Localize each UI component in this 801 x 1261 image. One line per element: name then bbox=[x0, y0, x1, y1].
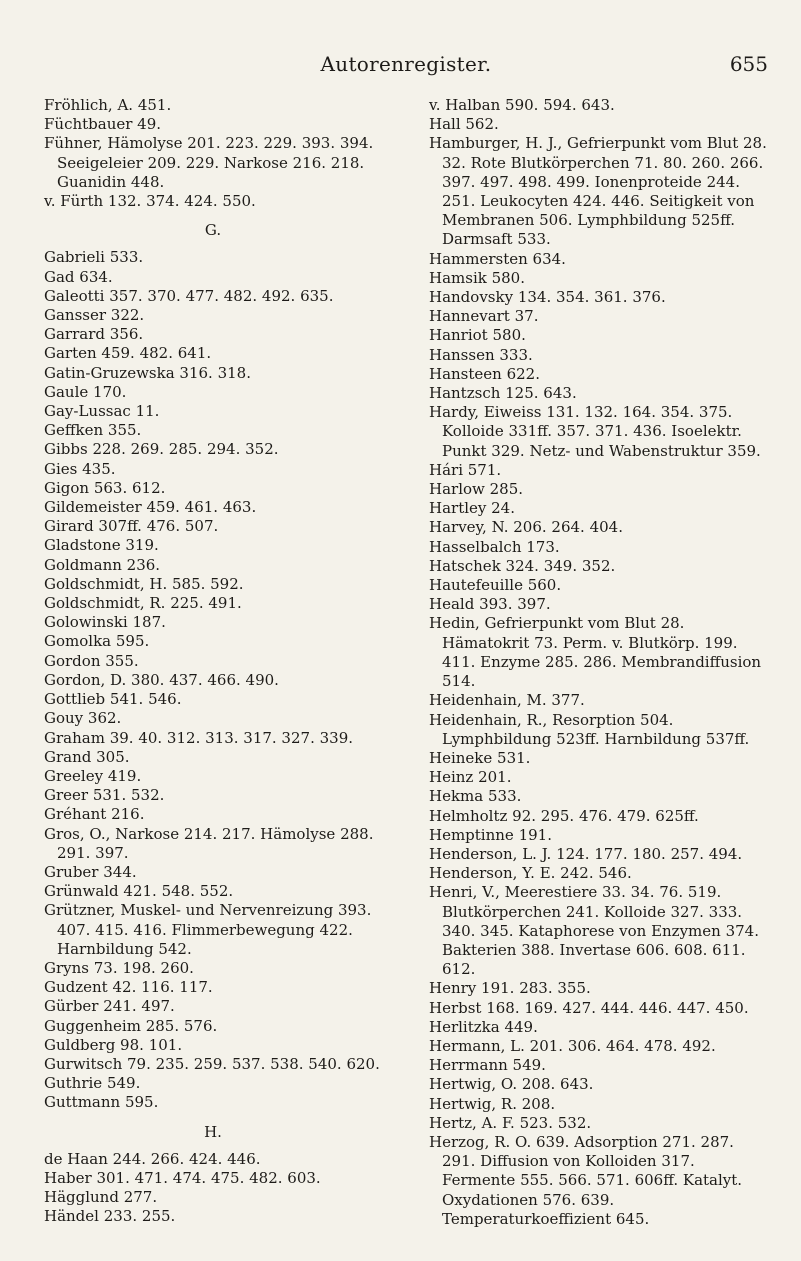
index-entry: Henry 191. 283. 355. bbox=[429, 979, 591, 998]
index-entry: Harvey, N. 206. 264. 404. bbox=[429, 518, 623, 537]
index-entry: Fröhlich, A. 451. bbox=[44, 96, 172, 114]
index-entry: Hartley 24. bbox=[429, 499, 515, 518]
index-entry: Guldberg 98. 101. bbox=[44, 1035, 183, 1054]
index-entry: Gildemeister 459. 461. 463. bbox=[44, 498, 257, 517]
index-entry: Herbst 168. 169. 427. 444. 446. 447. 450. bbox=[429, 998, 749, 1017]
page-number: 655 bbox=[729, 52, 768, 76]
index-entry: Gatin-Gruzewska 316. 318. bbox=[44, 363, 251, 382]
index-entry: Gouy 362. bbox=[44, 709, 122, 728]
page-header bbox=[44, 52, 768, 78]
index-entry: Heinz 201. bbox=[429, 768, 512, 787]
index-entry: Gibbs 228. 269. 285. 294. 352. bbox=[44, 440, 279, 459]
index-entry: Goldschmidt, R. 225. 491. bbox=[44, 594, 242, 613]
index-entry: Graham 39. 40. 312. 313. 317. 327. 339. bbox=[44, 728, 354, 747]
index-entry: Hatschek 324. 349. 352. bbox=[429, 556, 616, 575]
right-column bbox=[429, 96, 767, 1229]
index-entry: Gabrieli 533. bbox=[44, 248, 144, 267]
index-entry: Grützner, Muskel- und Nervenreizung 393. 407. 415. 416. Flimmerbewegung 422. Harnbildung 542. bbox=[44, 901, 372, 958]
index-entry: Geffken 355. bbox=[44, 421, 142, 440]
index-entry: Garrard 356. bbox=[44, 325, 144, 344]
index-entry: Grand 305. bbox=[44, 747, 130, 766]
index-entry: Guggenheim 285. 576. bbox=[44, 1016, 218, 1035]
index-entry: v. Halban 590. 594. 643. bbox=[429, 96, 615, 114]
index-entry: Hantzsch 125. 643. bbox=[429, 384, 577, 403]
index-entry: v. Fürth 132. 374. 424. 550. bbox=[44, 192, 256, 211]
section-heading-h: H. bbox=[204, 1122, 222, 1141]
index-entry: Gansser 322. bbox=[44, 306, 145, 325]
index-entry: Fühner, Hämolyse 201. 223. 229. 393. 394. Seeigeleier 209. 229. Narkose 216. 218. Guanidin 448. bbox=[44, 134, 374, 191]
index-entry: Hautefeuille 560. bbox=[429, 576, 562, 595]
index-entry: Gaule 170. bbox=[44, 382, 127, 401]
index-entry: Guthrie 549. bbox=[44, 1074, 141, 1093]
index-entry: Hanriot 580. bbox=[429, 326, 526, 345]
index-entry: Grünwald 421. 548. 552. bbox=[44, 882, 234, 901]
index-block-f bbox=[44, 96, 382, 211]
index-entry: Galeotti 357. 370. 477. 482. 492. 635. bbox=[44, 286, 334, 305]
index-entry: Henri, V., Meerestiere 33. 34. 76. 519. Blutkörperchen 241. Kolloide 327. 333. 340. 345. Kataphorese von Enzymen 374. Bakterien 388. Invertase 606. 608. 611. 612. bbox=[429, 883, 759, 979]
section-heading-g: G. bbox=[204, 221, 222, 240]
left-column bbox=[44, 96, 382, 1227]
index-entry: Hári 571. bbox=[429, 460, 502, 479]
index-entry: Hannevart 37. bbox=[429, 307, 539, 326]
index-entry: Händel 233. 255. bbox=[44, 1207, 176, 1226]
index-entry: Hansteen 622. bbox=[429, 364, 540, 383]
index-entry: Gros, O., Narkose 214. 217. Hämolyse 288. 291. 397. bbox=[44, 824, 374, 862]
index-entry: Helmholtz 92. 295. 476. 479. 625ff. bbox=[429, 806, 699, 825]
index-entry: Heidenhain, R., Resorption 504. Lymphbildung 523ff. Harnbildung 537ff. bbox=[429, 710, 750, 748]
index-entry: Gies 435. bbox=[44, 459, 116, 478]
index-entry: Hall 562. bbox=[429, 115, 499, 134]
index-entry: Hertwig, R. 208. bbox=[429, 1094, 556, 1113]
index-entry: Hanssen 333. bbox=[429, 345, 533, 364]
index-entry: Gigon 563. 612. bbox=[44, 478, 166, 497]
index-entry: de Haan 244. 266. 424. 446. bbox=[44, 1149, 261, 1168]
index-entry: Henderson, L. J. 124. 177. 180. 257. 494. bbox=[429, 844, 743, 863]
index-entry: Golowinski 187. bbox=[44, 613, 166, 632]
index-entry: Hemptinne 191. bbox=[429, 825, 552, 844]
index-entry: Gurwitsch 79. 235. 259. 537. 538. 540. 620. bbox=[44, 1054, 380, 1073]
index-entry: Greer 531. 532. bbox=[44, 786, 165, 805]
index-entry: Hekma 533. bbox=[429, 787, 522, 806]
index-entry: Harlow 285. bbox=[429, 480, 524, 499]
index-entry: Gryns 73. 198. 260. bbox=[44, 958, 194, 977]
index-entry: Goldmann 236. bbox=[44, 555, 161, 574]
index-entry: Handovsky 134. 354. 361. 376. bbox=[429, 288, 666, 307]
index-entry: Gottlieb 541. 546. bbox=[44, 690, 182, 709]
index-entry: Guttmann 595. bbox=[44, 1093, 159, 1112]
index-entry: Heald 393. 397. bbox=[429, 595, 551, 614]
index-entry: Gordon 355. bbox=[44, 651, 139, 670]
index-entry: Füchtbauer 49. bbox=[44, 115, 162, 134]
index-entry: Gomolka 595. bbox=[44, 632, 150, 651]
index-entry: Heidenhain, M. 377. bbox=[429, 691, 585, 710]
index-entry: Gürber 241. 497. bbox=[44, 997, 175, 1016]
index-entry: Gay-Lussac 11. bbox=[44, 402, 160, 421]
index-block-h-cont bbox=[429, 96, 767, 1229]
running-title: Autorenregister. bbox=[320, 52, 492, 76]
index-entry: Garten 459. 482. 641. bbox=[44, 344, 212, 363]
index-entry: Greeley 419. bbox=[44, 766, 142, 785]
index-entry: Hammersten 634. bbox=[429, 249, 566, 268]
index-entry: Hägglund 277. bbox=[44, 1188, 158, 1207]
index-entry: Gladstone 319. bbox=[44, 536, 159, 555]
index-entry: Hertz, A. F. 523. 532. bbox=[429, 1113, 592, 1132]
index-entry: Herzog, R. O. 639. Adsorption 271. 287. 291. Diffusion von Kolloiden 317. Fermente 555. 566. 571. 606ff. Katalyt. Oxydationen 576. 639. Temperaturkoeffizient 645. bbox=[429, 1132, 743, 1228]
index-entry: Hertwig, O. 208. 643. bbox=[429, 1075, 594, 1094]
index-entry: Gudzent 42. 116. 117. bbox=[44, 978, 213, 997]
index-entry: Gad 634. bbox=[44, 267, 113, 286]
index-entry: Heineke 531. bbox=[429, 748, 531, 767]
index-entry: Henderson, Y. E. 242. 546. bbox=[429, 864, 632, 883]
index-entry: Haber 301. 471. 474. 475. 482. 603. bbox=[44, 1168, 321, 1187]
index-entry: Gruber 344. bbox=[44, 862, 137, 881]
index-entry: Herlitzka 449. bbox=[429, 1017, 538, 1036]
index-entry: Gréhant 216. bbox=[44, 805, 145, 824]
index-entry: Hardy, Eiweiss 131. 132. 164. 354. 375. Kolloide 331ff. 357. 371. 436. Isoelektr. Punkt 329. Netz- und Wabenstruktur 359. bbox=[429, 403, 761, 460]
index-entry: Hasselbalch 173. bbox=[429, 537, 560, 556]
index-entry: Girard 307ff. 476. 507. bbox=[44, 517, 219, 536]
index-entry: Hermann, L. 201. 306. 464. 478. 492. bbox=[429, 1036, 716, 1055]
index-entry: Goldschmidt, H. 585. 592. bbox=[44, 574, 244, 593]
index-entry: Hedin, Gefrierpunkt vom Blut 28. Hämatokrit 73. Perm. v. Blutkörp. 199. 411. Enzyme 285. 286. Membrandiffusion 514. bbox=[429, 614, 762, 691]
index-block-g bbox=[44, 248, 382, 1112]
index-entry: Hamsik 580. bbox=[429, 268, 525, 287]
index-entry: Hamburger, H. J., Gefrierpunkt vom Blut 28. 32. Rote Blutkörperchen 71. 80. 260. 266. 397. 497. 498. 499. Ionenproteide 244. 251. Leukocyten 424. 446. Seitigkeit von Membranen 506. Lymphbildung 525ff. Darmsaft 533. bbox=[429, 134, 767, 249]
index-entry: Herrmann 549. bbox=[429, 1056, 546, 1075]
index-entry: Gordon, D. 380. 437. 466. 490. bbox=[44, 670, 279, 689]
index-block-h-start bbox=[44, 1150, 382, 1227]
